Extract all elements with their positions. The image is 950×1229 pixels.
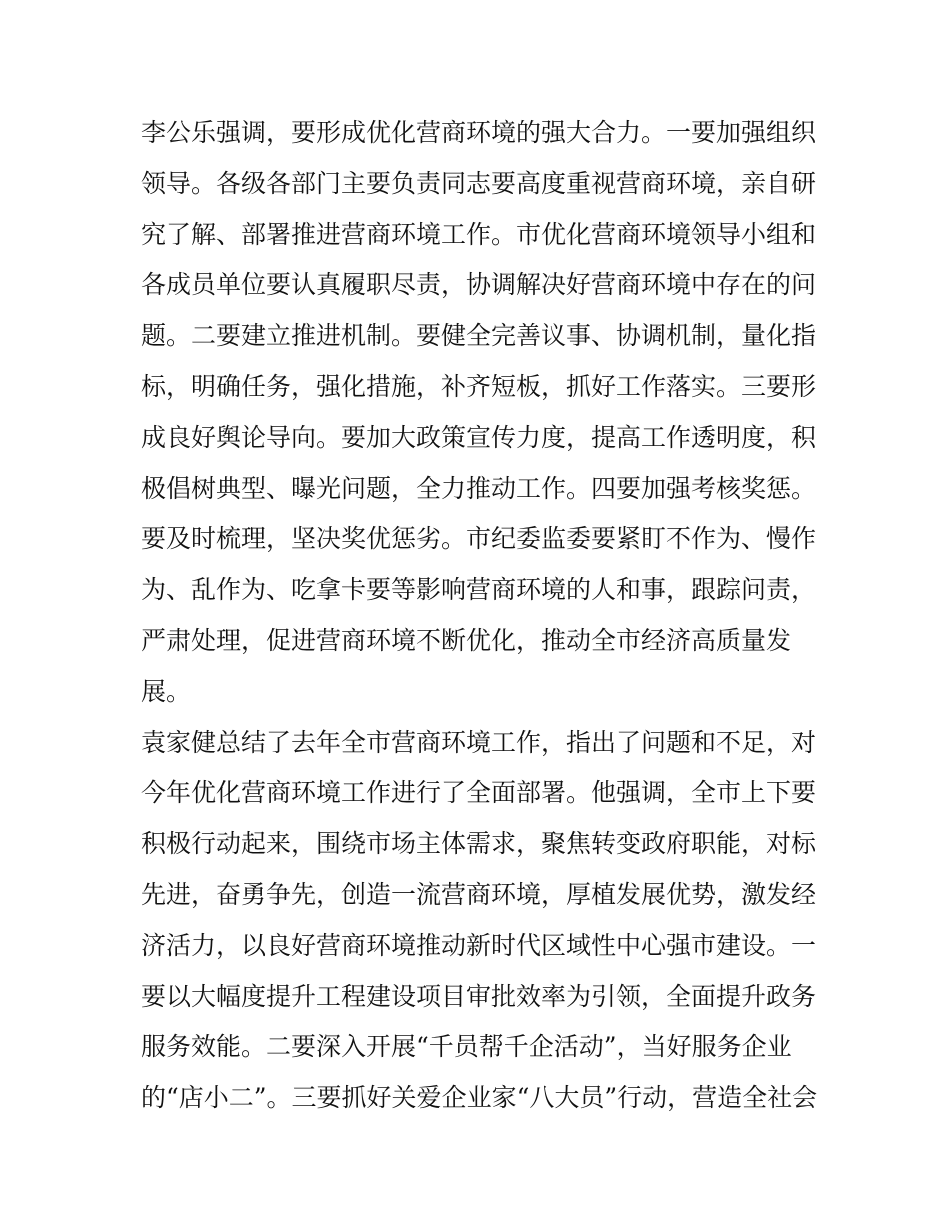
- text-line: 领导。各级各部门主要负责同志要高度重视营商环境，亲自研: [141, 168, 817, 198]
- text-line: 极倡树典型、曝光问题，全力推动工作。四要加强考核奖惩。: [141, 473, 817, 503]
- paragraph-2: [141, 718, 821, 1124]
- text-line: 袁家健总结了去年全市营商环境工作，指出了问题和不足，对: [141, 727, 817, 757]
- text-line: 李公乐强调，要形成优化营商环境的强大合力。一要加强组织: [141, 118, 817, 147]
- text-line: 济活力，以良好营商环境推动新时代区域性中心强市建设。一: [141, 930, 817, 960]
- text-line: 今年优化营商环境工作进行了全面部署。他强调，全市上下要: [141, 778, 817, 808]
- text-line: 题。二要建立推进机制。要健全完善议事、协调机制，量化指: [141, 321, 817, 351]
- text-line: 先进，奋勇争先，创造一流营商环境，厚植发展优势，激发经: [141, 879, 817, 909]
- text-line: 积极行动起来，围绕市场主体需求，聚焦转变政府职能，对标: [141, 829, 817, 859]
- text-line: 各成员单位要认真履职尽责，协调解决好营商环境中存在的问: [141, 270, 817, 300]
- text-line: 的“店小二”。三要抓好关爱企业家“八大员”行动，营造全社会: [141, 1083, 818, 1113]
- text-line: 服务效能。二要深入开展“千员帮千企活动”，当好服务企业: [141, 1032, 792, 1062]
- text-line: 要及时梳理，坚决奖优惩劣。市纪委监委要紧盯不作为、慢作: [141, 524, 817, 554]
- text-line: 要以大幅度提升工程建设项目审批效率为引领，全面提升政务: [141, 981, 817, 1011]
- paragraph-1: [141, 108, 821, 718]
- text-line: 严肃处理，促进营商环境不断优化，推动全市经济高质量发: [141, 625, 792, 655]
- text-line: 成良好舆论导向。要加大政策宣传力度，提高工作透明度，积: [141, 422, 817, 452]
- text-line: 为、乱作为、吃拿卡要等影响营商环境的人和事，跟踪问责，: [141, 575, 817, 605]
- text-line: 展。: [141, 676, 192, 706]
- text-line: 究了解、部署推进营商环境工作。市优化营商环境领导小组和: [141, 219, 817, 249]
- text-line: 标，明确任务，强化措施，补齐短板，抓好工作落实。三要形: [141, 371, 817, 401]
- document-body: [141, 108, 821, 1124]
